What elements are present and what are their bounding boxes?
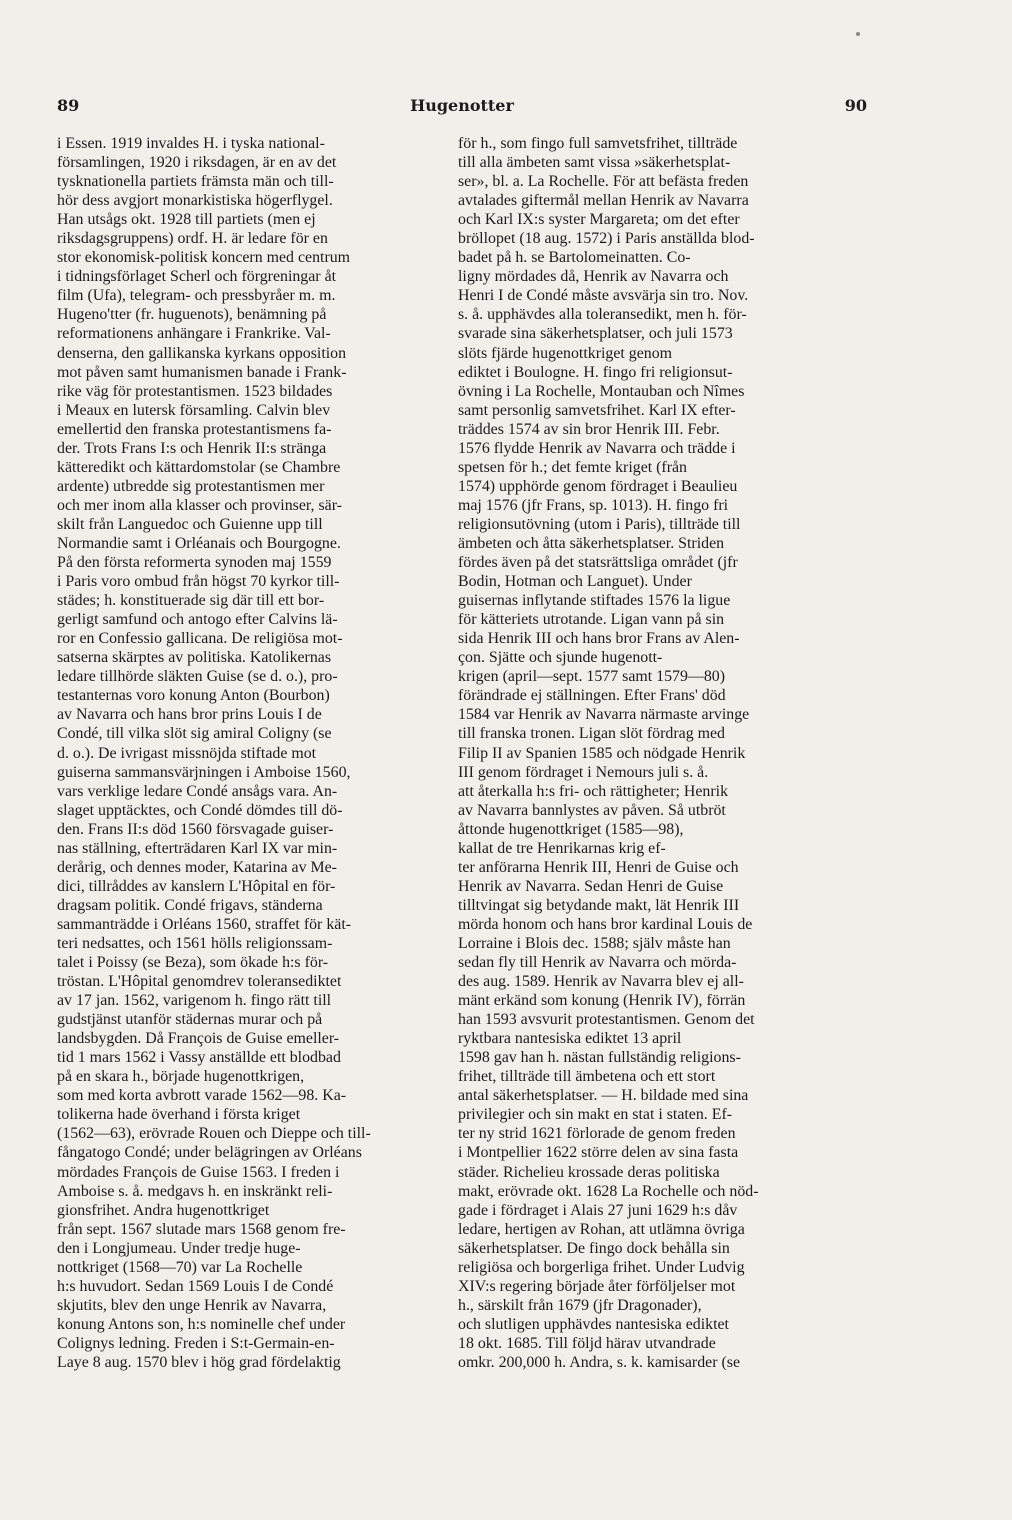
text-line: hör dess avgjort monarkistiska högerflygel. [57,192,333,210]
text-line: till franska tronen. Ligan slöt fördrag med [458,725,725,743]
text-line: gerligt samfund och antogo efter Calvins lä- [57,611,338,629]
running-title: Hugenotter [410,96,514,115]
text-line: i Paris voro ombud från högst 70 kyrkor till- [57,573,340,591]
text-line: mördades François de Guise 1563. I freden i [57,1163,340,1181]
text-line: frihet, tillträde till ämbetena och ett stort [458,1068,716,1086]
text-line: der. Trots Frans I:s och Henrik II:s stränga [57,439,327,457]
text-line: han 1593 avsvurit protestantismen. Genom det [458,1011,755,1029]
text-line: gionsfrihet. Andra hugenottkriget [57,1201,270,1219]
text-line: tilltvingat sig betydande makt, lät Henrik III [458,896,740,914]
text-line: Normandie samt i Orléanais och Bourgogne. [57,534,341,552]
text-line: församlingen, 1920 i riksdagen, är en av det [57,154,337,172]
text-line: träddes 1574 av sin bror Henrik III. Febr. [458,420,720,438]
text-line: rike väg för protestantismen. 1523 bildades [57,382,333,400]
text-line: antal säkerhetsplatser. — H. bildade med sina [458,1087,749,1105]
text-line: ardente) utbredde sig protestantismen mer [57,477,325,495]
text-line: h:s huvudort. Sedan 1569 Louis I de Condé [57,1277,334,1295]
text-line: den. Frans II:s död 1560 försvagade guiser- [57,820,334,838]
text-line: tröstan. L'Hôpital genomdrev toleransediktet [57,973,342,991]
text-line: tid 1 mars 1562 i Vassy anställde ett blodbad [57,1049,341,1067]
text-line: riksdagsgruppens) ordf. H. är ledare för en [57,230,328,248]
text-line: Bodin, Hotman och Languet). Under [458,573,692,591]
text-line: (1562—63), erövrade Rouen och Dieppe och till- [57,1125,371,1143]
text-line: Han utsågs okt. 1928 till partiets (men ej [57,211,316,229]
text-line: maj 1576 (jfr Frans, sp. 1013). H. fingo fri [458,496,729,514]
text-line: bröllopet (18 aug. 1572) i Paris anställda blod- [458,230,755,248]
text-line: mot påven samt humanismen banade i Frank- [57,363,347,381]
text-line: till alla ämbeten samt vissa »säkerhetsplat- [458,154,731,172]
text-line: XIV:s regering började åter förföljelser mot [458,1277,736,1295]
text-line: omkr. 200,000 h. Andra, s. k. kamisarder (se [458,1354,741,1371]
text-line: ledare, hertigen av Rohan, att utlämna övriga [458,1220,745,1238]
text-line: slaget upptäcktes, och Condé dömdes till dö- [57,801,343,819]
text-line: sedan fly till Henrik av Navarra och mörda- [458,954,737,972]
text-line: 1576 flydde Henrik av Navarra och trädde i [458,439,736,457]
text-line: Colignys ledning. Freden i S:t-Germain-en- [57,1334,335,1352]
text-line: i tidningsförlaget Scherl och förgreningar åt [57,268,337,286]
text-line: guisernas inflytande stiftades 1576 la ligue [458,592,731,610]
text-line: sammanträdde i Orléans 1560, straffet för kät- [57,915,352,933]
text-line: svarade sina säkerhetsplatser, och juli 1573 [458,325,733,343]
page-header [57,96,867,120]
text-line: 1584 var Henrik av Navarra närmaste arvinge [458,706,750,724]
text-line: av Navarra bannlystes av påven. Så utbröt [458,801,726,819]
page-number-left: 89 [57,96,80,115]
text-line: Lorraine i Blois dec. 1588; själv måste han [458,934,731,952]
text-line: vars verklige ledare Condé ansågs vara. An- [57,782,338,800]
text-line: ter anförarna Henrik III, Henri de Guise och [458,858,739,876]
text-line: 18 okt. 1685. Till följd härav utvandrade [458,1334,716,1352]
text-line: s. å. upphävdes alla toleransedikt, men h. för- [458,306,747,324]
text-line: ämbeten och åtta säkerhetsplatser. Striden [458,534,725,552]
text-line: skilt från Languedoc och Guienne upp till [57,515,323,533]
text-line: badet på h. se Bartolomeinatten. Co- [458,249,691,267]
text-line: gade i fördraget i Alais 27 juni 1629 h:s dåv [458,1201,738,1219]
text-line: sida Henrik III och hans bror Frans av Alen- [458,630,740,648]
text-line: satserna skärptes av politiska. Katolikernas [57,649,332,667]
text-line: i Montpellier 1622 större delen av sina fasta [458,1144,739,1162]
text-line: kallat de tre Henrikarnas krig ef- [458,839,666,857]
text-line: och Karl IX:s syster Margareta; om det efter [458,211,740,229]
text-line: slöts fjärde hugenottkriget genom [458,344,673,362]
text-line: ediktet i Boulogne. H. fingo fri religionsut- [458,363,733,381]
text-line: i Meaux en lutersk församling. Calvin blev [57,401,331,419]
text-line: ledare tillhörde släkten Guise (se d. o.), pro- [57,668,338,686]
text-line: samt personlig samvetsfrihet. Karl IX efter- [458,401,736,419]
text-line: Laye 8 aug. 1570 blev i hög grad fördelaktig [57,1354,341,1371]
text-line: religionsutövning (utom i Paris), tillträde till [458,515,741,533]
text-line: emellertid den franska protestantismens fa- [57,420,332,438]
left-column [57,134,467,1372]
text-line: Condé, till vilka slöt sig amiral Coligny (se [57,725,332,743]
text-line: teri nedsattes, och 1561 hölls religionssam- [57,934,333,952]
text-line: derårig, och dennes moder, Katarina av Me- [57,858,337,876]
text-line: städer. Richelieu krossade deras politiska [458,1163,720,1181]
text-line: testanternas voro konung Anton (Bourbon) [57,687,330,705]
text-line: mänt erkänd som konung (Henrik IV), förrän [458,992,746,1010]
text-line: des aug. 1589. Henrik av Navarra blev ej all- [458,973,744,991]
text-line: dragsam politik. Condé frigavs, ständerna [57,896,323,914]
text-line: den i Longjumeau. Under tredje huge- [57,1239,301,1257]
text-line: ligny mördades då, Henrik av Navarra och [458,268,729,286]
text-line: d. o.). De ivrigast missnöjda stiftade mot [57,744,317,762]
text-line: gudstjänst utanför städernas murar och på [57,1011,323,1029]
text-line: ser», bl. a. La Rochelle. För att befästa freden [458,173,749,191]
text-line: i Essen. 1919 invaldes H. i tyska national- [57,135,325,152]
text-line: tysknationella partiets främsta män och till- [57,173,334,191]
text-line: konung Antons son, h:s nominelle chef under [57,1315,346,1333]
text-line: för kätteriets utrotande. Ligan vann på sin [458,611,725,629]
text-line: ror en Confessio gallicana. De religiösa mot- [57,630,343,648]
text-line: guiserna sammansvärjningen i Amboise 1560, [57,763,351,781]
text-line: Henrik av Navarra. Sedan Henri de Guise [458,877,724,895]
text-line: På den första reformerta synoden maj 1559 [57,554,332,572]
text-line: att återkalla h:s fri- och rättigheter; Henrik [458,782,729,800]
text-line: 1598 gav han h. nästan fullständig religions- [458,1049,741,1067]
text-line: städes; h. konstituerade sig där till ett bor- [57,592,325,610]
text-line: talet i Poissy (se Beza), som ökade h:s för- [57,954,329,972]
text-line: privilegier och sin makt en stat i staten. Ef- [458,1106,733,1124]
text-line: denserna, den gallikanska kyrkans opposition [57,344,347,362]
text-line: 1574) upphörde genom fördraget i Beaulieu [458,477,738,495]
text-line: fångatogo Condé; under belägringen av Orléans [57,1144,362,1162]
text-line: kätteredikt och kättardomstolar (se Chambre [57,458,341,476]
text-line: nas ställning, efterträdaren Karl IX var min- [57,839,338,857]
text-line: och mer inom alla klasser och provinser, sär- [57,496,342,514]
text-line: spetsen för h.; det femte kriget (från [458,458,688,476]
text-line: avtalades giftermål mellan Henrik av Navarra [458,192,749,210]
text-line: h., särskilt från 1679 (jfr Dragonader), [458,1296,702,1314]
text-line: film (Ufa), telegram- och pressbyråer m. m. [57,287,336,305]
text-line: çon. Sjätte och sjunde hugenott- [458,649,663,667]
text-line: för h., som fingo full samvetsfrihet, tillträde [458,135,738,152]
text-line: åttonde hugenottkriget (1585—98), [458,820,684,838]
text-line: stor ekonomisk-politisk koncern med centrum [57,249,351,267]
text-line: makt, erövrade okt. 1628 La Rochelle och nöd- [458,1182,759,1200]
text-line: reformationens anhängare i Frankrike. Val- [57,325,331,343]
text-line: nottkriget (1568—70) var La Rochelle [57,1258,303,1276]
text-line: mörda honom och hans bror kardinal Louis de [458,915,753,933]
text-line: ryktbara nantesiska ediktet 13 april [458,1030,682,1048]
text-line: tolikerna hade överhand i första kriget [57,1106,301,1124]
text-line: Amboise s. å. medgavs h. en inskränkt reli- [57,1182,333,1200]
text-line: förändrade ej ställningen. Efter Frans' död [458,687,726,705]
text-line: Henri I de Condé måste avsvärja sin tro. Nov. [458,287,749,305]
text-line: på en skara h., började hugenottkrigen, [57,1068,305,1086]
text-line: och slutligen upphävdes nantesiska ediktet [458,1315,729,1333]
text-line: III genom fördraget i Nemours juli s. å. [458,763,709,781]
text-line: Hugeno'tter (fr. huguenots), benämning på [57,306,327,324]
text-line: övning i La Rochelle, Montauban och Nîmes [458,382,745,400]
text-line: av 17 jan. 1562, varigenom h. fingo rätt till [57,992,332,1010]
text-line: landsbygden. Då François de Guise emeller- [57,1030,340,1048]
right-column [458,134,868,1372]
text-line: ter ny strid 1621 förlorade de genom freden [458,1125,736,1143]
text-line: som med korta avbrott varade 1562—98. Ka- [57,1087,347,1105]
text-line: dici, tillråddes av kanslern L'Hôpital en för- [57,877,336,895]
print-speck [856,32,860,36]
text-line: av Navarra och hans bror prins Louis I de [57,706,322,724]
text-line: Filip II av Spanien 1585 och nödgade Henrik [458,744,746,762]
text-line: säkerhetsplatser. De fingo dock behålla sin [458,1239,730,1257]
text-line: religiösa och borgerliga frihet. Under Ludvig [458,1258,745,1276]
page-number-right: 90 [844,96,867,115]
text-line: krigen (april—sept. 1577 samt 1579—80) [458,668,726,686]
text-line: från sept. 1567 slutade mars 1568 genom fre- [57,1220,346,1238]
text-line: fördes även på det statsrättsliga området (jfr [458,554,738,572]
text-line: skjutits, blev den unge Henrik av Navarra, [57,1296,327,1314]
